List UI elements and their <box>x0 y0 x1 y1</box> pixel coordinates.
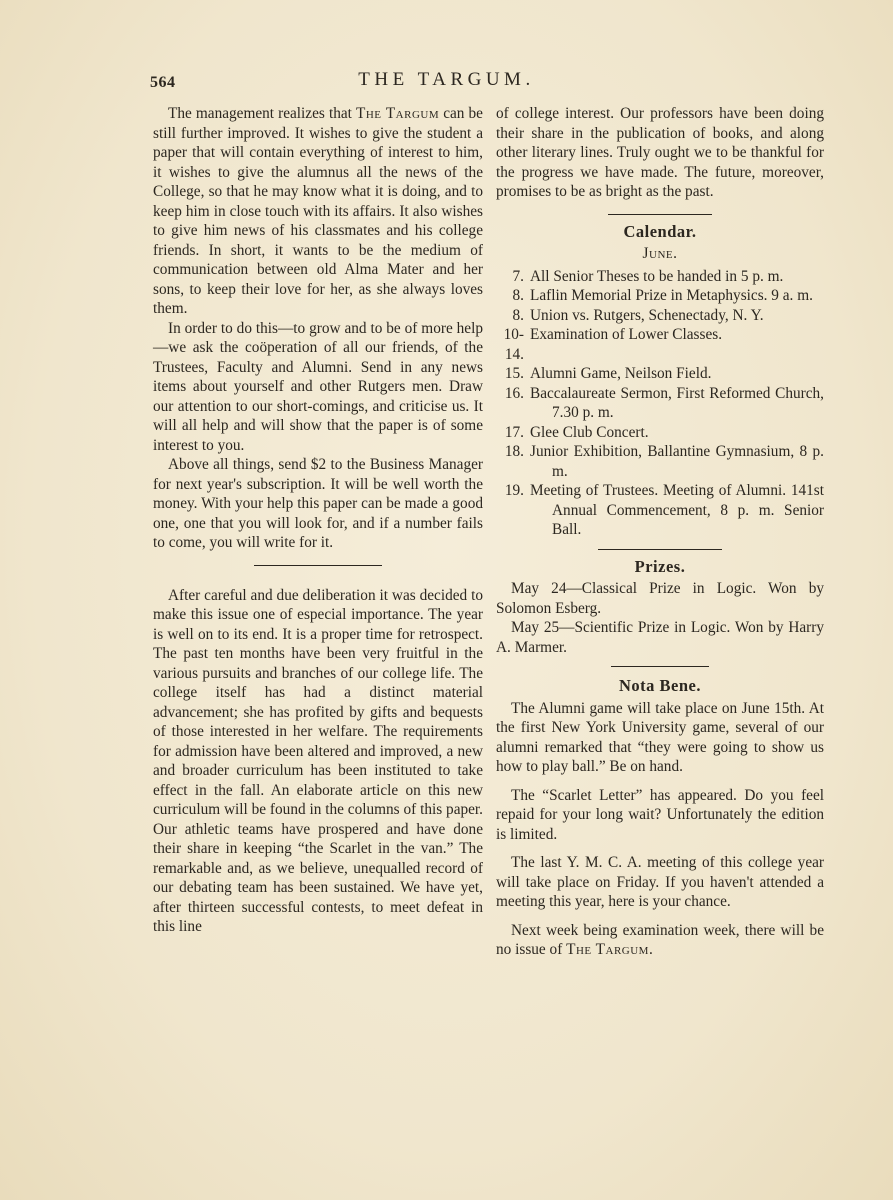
scarlet-letter-paragraph: The “Scarlet Letter” has appeared. Do you feel repaid for your long wait? Unfortunately the edition is limited. <box>496 786 824 843</box>
page-number: 564 <box>150 74 176 91</box>
prizes-heading: Prizes. <box>634 556 686 576</box>
calendar-item: 8. Laflin Memorial Prize in Metaphysics. 9 a. m. <box>512 287 813 304</box>
section-divider <box>598 549 722 550</box>
ymca-paragraph: The last Y. M. C. A. meeting of this college year will take place on Friday. If you haven't attended a meeting this year, here is your chance. <box>496 854 824 910</box>
section-divider <box>611 666 709 667</box>
left-column <box>153 104 483 937</box>
calendar-item: 10-14. Examination of Lower Classes. <box>503 326 723 363</box>
no-issue-paragraph: Next week being examination week, there will be no issue of The Targum. <box>496 921 824 958</box>
right-column <box>496 104 824 969</box>
continuation-paragraph: of college interest. Our professors have been doing their share in the publication of books, and along other literary lines. Truly ought we to be thankful for the progress we have made. The future, moreover, promises to be as bright as the past. <box>496 105 824 200</box>
retrospect-paragraph: After careful and due deliberation it was decided to make this issue one of especial importance. The year is well on to its end. It is a proper time for retrospect. The past ten months have been very fruitful in the various pursuits and branches of our college life. The college itself has had a distinct material advancement; she has profited by gifts and bequests of those interested in her welfare. The requirements for admission have been altered and improved, a new and broader curriculum has been instituted to take effect in the fall. An elaborate article on this new curriculum will be found in the columns of this paper. Our athletic teams have prospered and have done their share in keeping “the Scarlet in the van.” The remarkable and, as we believe, unequalled record of our debating team has been sustained. We have yet, after thirteen successful contests, to meet defeat in this line <box>153 586 483 935</box>
nota-bene-heading: Nota Bene. <box>619 676 701 695</box>
calendar-item: 15. Alumni Game, Neilson Field. <box>504 365 712 382</box>
subscription-paragraph: Above all things, send $2 to the Business Manager for next year's subscription. It will be well worth the money. With your help this paper can be made a good one, one that you will look for, and if a number fails to come, you will write for it. <box>153 456 483 551</box>
calendar-item: 17. Glee Club Concert. <box>504 423 649 441</box>
page-header-title: THE TARGUM. <box>358 69 535 90</box>
section-divider <box>254 565 382 566</box>
prize-item: May 24—Classical Prize in Logic. Won by Solomon Esberg. <box>496 580 824 617</box>
calendar-heading: Calendar. <box>623 221 697 241</box>
paper-name: The Targum <box>566 941 649 958</box>
management-paragraph: The management realizes that The Targum can be still further improved. It wishes to give the student a paper that will contain everything of interest to him, it wishes to give the alumnus all the news of the College, so that he may know what it is doing, and to keep him in close touch with its affairs. It also wishes to give him news of his classmates and his college friends. In short, it wants to be the medium of communication between old Alma Mater and her sons, to keep their love for her, as she always loves them. <box>153 105 483 317</box>
calendar-item: 18. Junior Exhibition, Ballantine Gymnasium, 8 p. m. <box>504 443 824 480</box>
calendar-item: 7. All Senior Theses to be handed in 5 p. m. <box>512 267 784 285</box>
section-divider <box>608 214 712 215</box>
calendar-item: 19. Meeting of Trustees. Meeting of Alumni. 141st Annual Commencement, 8 p. m. Senior Ball. <box>504 482 824 538</box>
calendar-month: June. <box>642 245 678 262</box>
prize-item: May 25—Scientific Prize in Logic. Won by Harry A. Marmer. <box>496 619 824 656</box>
cooperation-paragraph: In order to do this—to grow and to be of more help—we ask the coöperation of all our friends, of the Trustees, Faculty and Alumni. Send in any news items about yourself and other Rutgers men. Draw our attention to our short-comings, and criticise us. It will all help and will show that the paper is of some interest to you. <box>153 319 483 454</box>
calendar-list <box>496 267 824 540</box>
alumni-game-paragraph: The Alumni game will take place on June 15th. At the first New York University game, several of our alumni remarked that “they were going to show us how to play ball.” Be on hand. <box>496 699 824 775</box>
paper-name: The Targum <box>355 105 440 122</box>
calendar-item: 16. Baccalaureate Sermon, First Reformed Church, 7.30 p. m. <box>504 384 824 421</box>
calendar-item: 8. Union vs. Rutgers, Schenectady, N. Y. <box>512 306 764 324</box>
